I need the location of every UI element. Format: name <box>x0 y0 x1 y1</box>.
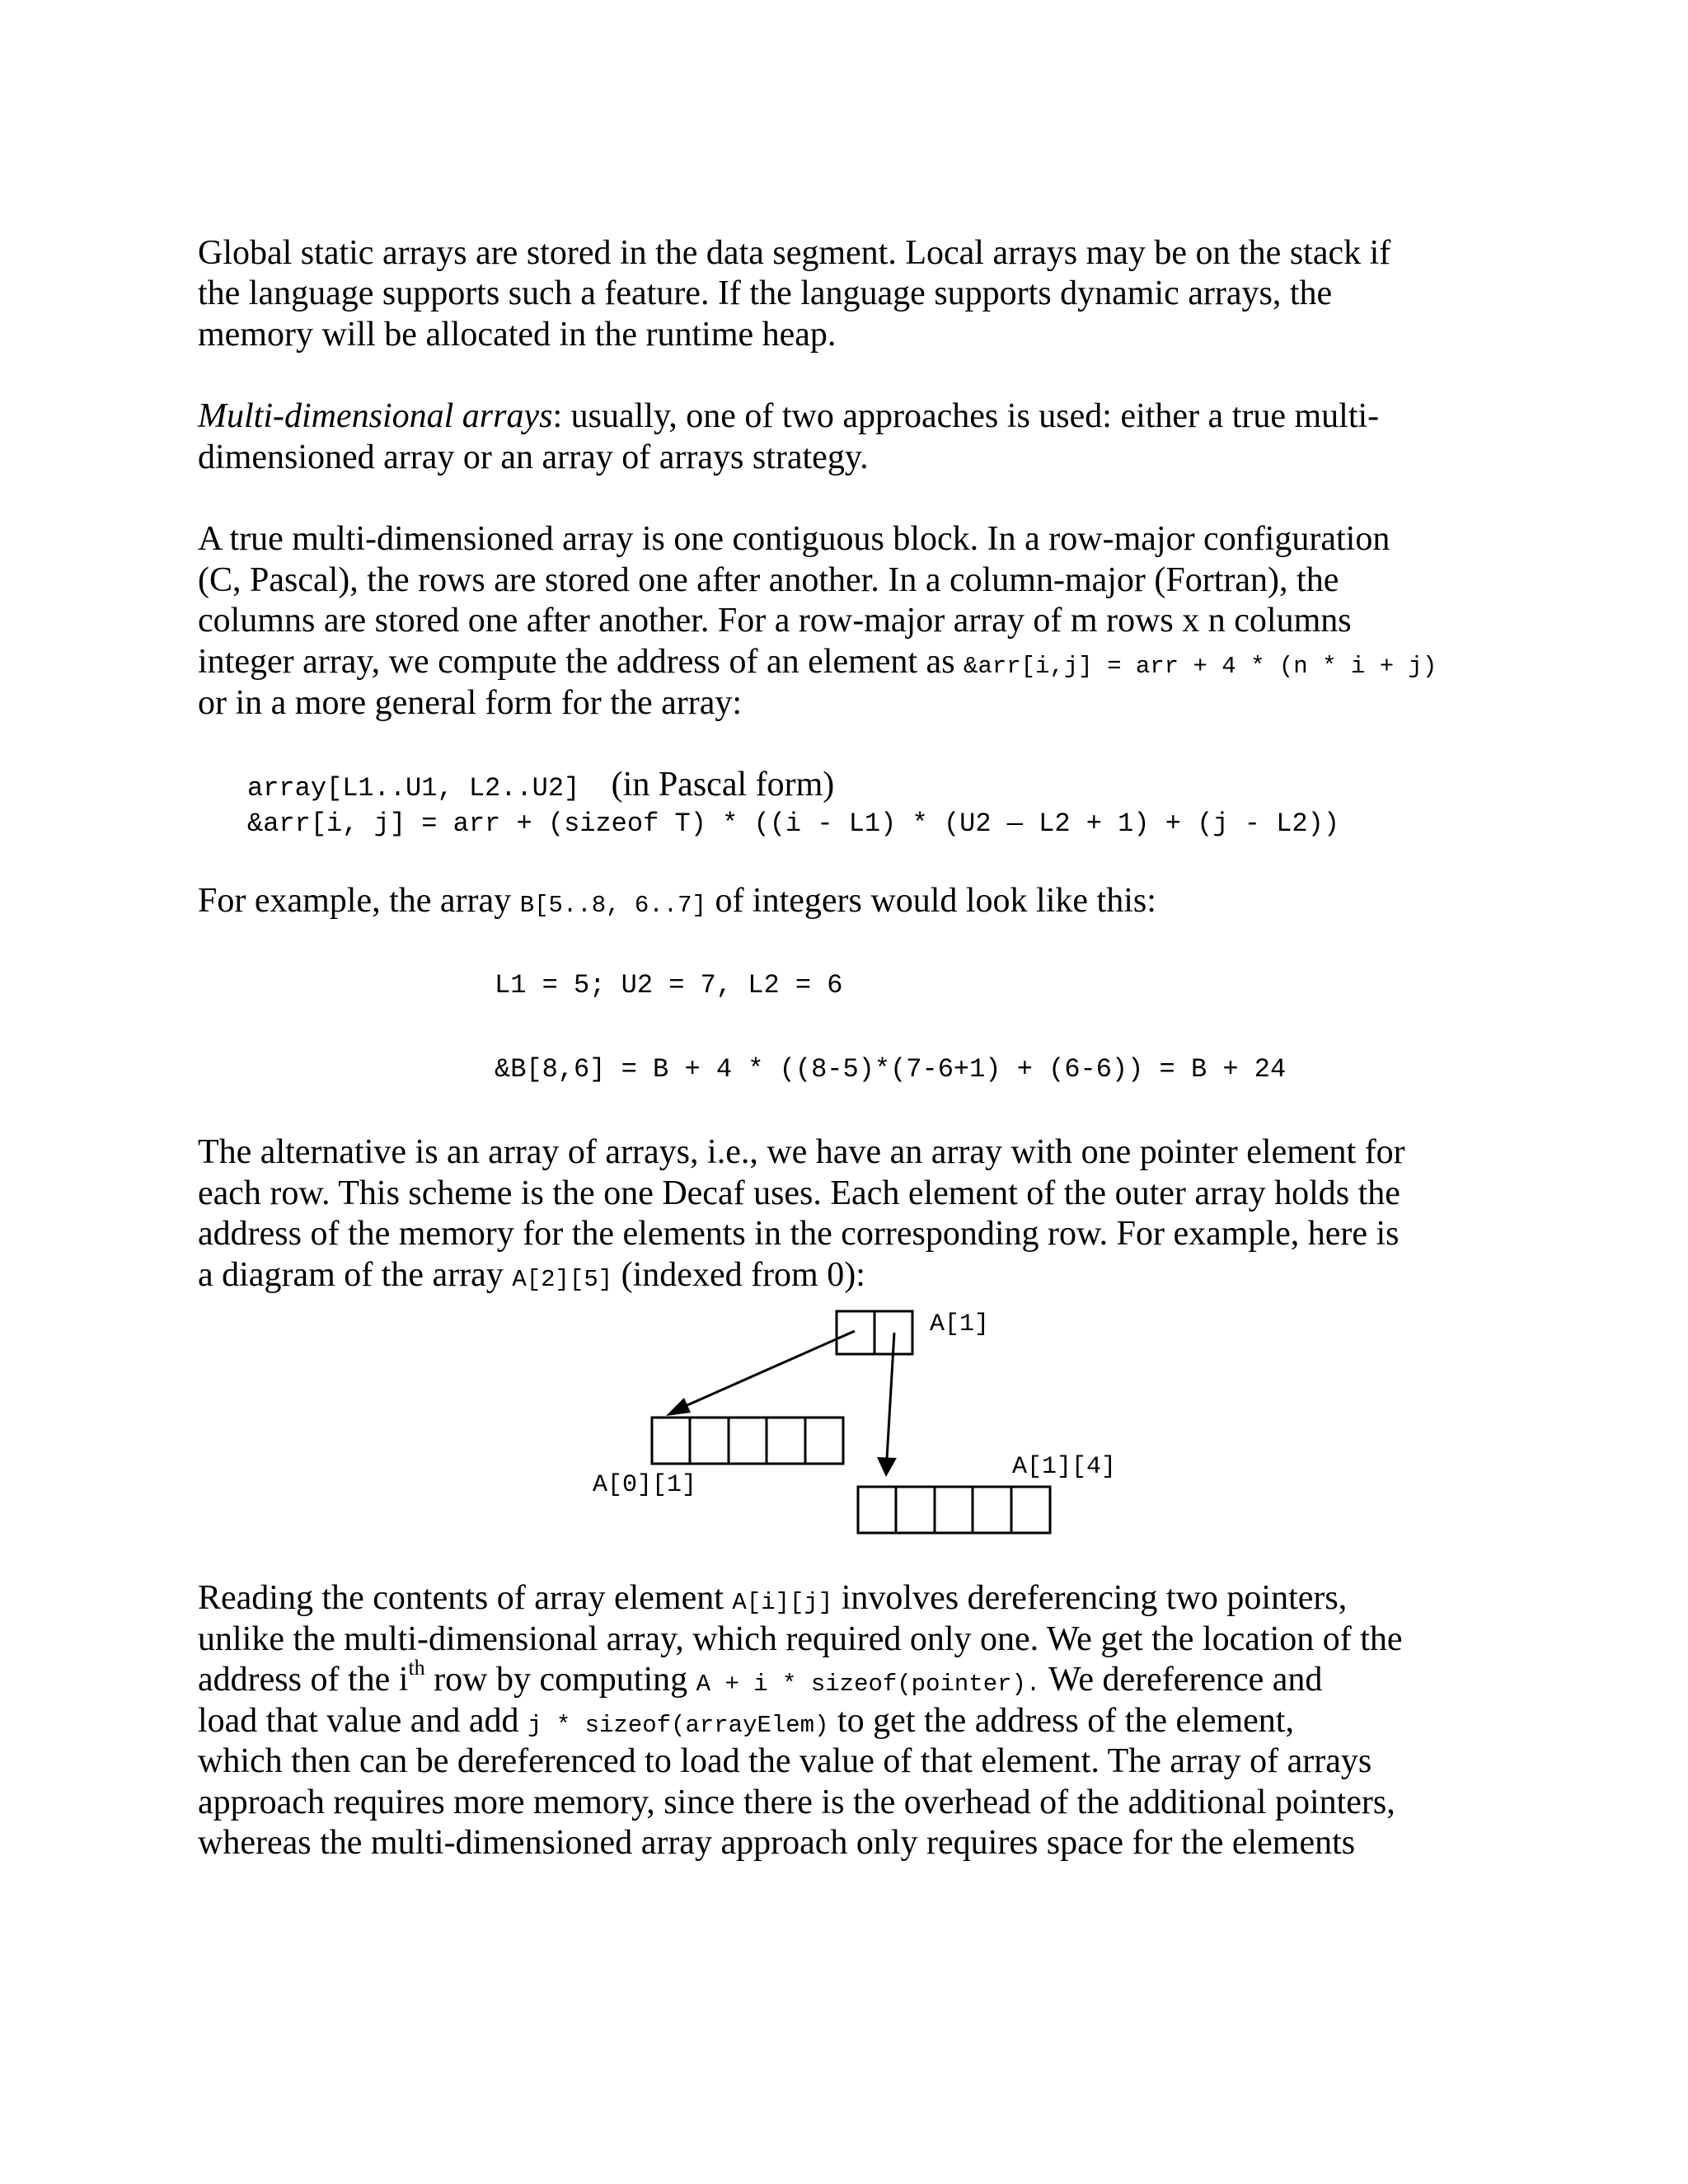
text-span: a diagram of the array <box>198 1256 513 1294</box>
inline-code: B[5..8, 6..7] <box>519 892 706 919</box>
text-span: of integers would look like this: <box>706 882 1156 920</box>
inline-code: j * sizeof(arrayElem) <box>528 1712 829 1739</box>
text-span: row by computing <box>424 1661 696 1699</box>
text-span: involves dereferencing two pointers, <box>832 1579 1348 1617</box>
arrowhead-row-0 <box>666 1398 691 1416</box>
text-line: which then can be dereferenced to load the value of that element. The array of arrays <box>198 1742 1372 1780</box>
text-line: columns are stored one after another. For a row-major array of m rows x n columns <box>198 602 1352 640</box>
text-span: to get the address of the element, <box>828 1702 1294 1740</box>
text-span: Reading the contents of array element <box>198 1579 733 1617</box>
text-line: whereas the multi-dimensioned array approach only requires space for the elements <box>198 1824 1356 1862</box>
text-line: A true multi-dimensioned array is one contiguous block. In a row-major configuration <box>198 520 1390 558</box>
text-span: address of the i <box>198 1661 409 1699</box>
text-line: approach requires more memory, since there is the overhead of the additional pointers, <box>198 1783 1395 1821</box>
text-line <box>198 1578 1347 1624</box>
superscript: th <box>408 1656 425 1680</box>
pointer-arrow-row-0 <box>674 1331 855 1411</box>
inline-code: A[2][5] <box>512 1266 613 1293</box>
row-0-array <box>652 1418 843 1464</box>
text-line: address of the memory for the elements in the corresponding row. For example, here is <box>198 1215 1400 1253</box>
code-note: (in Pascal form) <box>611 766 835 804</box>
inline-code: &arr[i,j] = arr + 4 * (n * i + j) <box>964 653 1437 680</box>
text-line: The alternative is an array of arrays, i.e., we have an array with one pointer element for <box>198 1133 1405 1171</box>
text-span: We dereference and <box>1040 1661 1323 1699</box>
text-line: or in a more general form for the array: <box>198 684 743 722</box>
code-line: L1 = 5; U2 = 7, L2 = 6 <box>495 970 843 1001</box>
text-line: (C, Pascal), the rows are stored one after another. In a column-major (Fortran), the <box>198 561 1339 599</box>
code-span: array[L1..U1, L2..U2] <box>247 773 580 804</box>
row-0-box <box>652 1418 843 1464</box>
row-1-array <box>858 1487 1050 1533</box>
inline-code: A + i * sizeof(pointer). <box>696 1671 1041 1698</box>
text-line <box>198 1701 1294 1746</box>
code-line: &B[8,6] = B + 4 * ((8-5)*(7-6+1) + (6-6)) = B + 24 <box>495 1054 1287 1085</box>
text-line: dimensioned array or an array of arrays strategy. <box>198 438 869 476</box>
term-italic: Multi-dimensional arrays <box>198 397 553 435</box>
text-line: unlike the multi-dimensional array, which required only one. We get the location of the <box>198 1620 1403 1658</box>
text-span: load that value and add <box>198 1702 528 1740</box>
code-line: &arr[i, j] = arr + (sizeof T) * ((i - L1) * (U2 — L2 + 1) + (j - L2)) <box>247 808 1340 839</box>
label-outer-pointer: A[1] <box>930 1310 990 1338</box>
text-span: : usually, one of two approaches is used: either a true multi- <box>552 397 1380 435</box>
label-row-0-element: A[0][1] <box>593 1471 697 1499</box>
arrowhead-row-1 <box>877 1457 897 1477</box>
pointer-arrow-row-1 <box>887 1333 894 1459</box>
text-span: integer array, we compute the address of an element as <box>198 643 964 681</box>
text-line: each row. This scheme is the one Decaf uses. Each element of the outer array holds the <box>198 1174 1400 1212</box>
row-1-box <box>858 1487 1050 1533</box>
text-line: the language supports such a feature. If the language supports dynamic arrays, the <box>198 274 1333 312</box>
text-line: Global static arrays are stored in the data segment. Local arrays may be on the stack if <box>198 234 1391 272</box>
text-span: (indexed from 0): <box>612 1256 865 1294</box>
text-line <box>198 1656 1323 1705</box>
text-line: memory will be allocated in the runtime heap. <box>198 316 837 354</box>
text-span: For example, the array <box>198 882 520 920</box>
inline-code: A[i][j] <box>732 1589 833 1616</box>
label-row-1-element: A[1][4] <box>1012 1453 1117 1481</box>
